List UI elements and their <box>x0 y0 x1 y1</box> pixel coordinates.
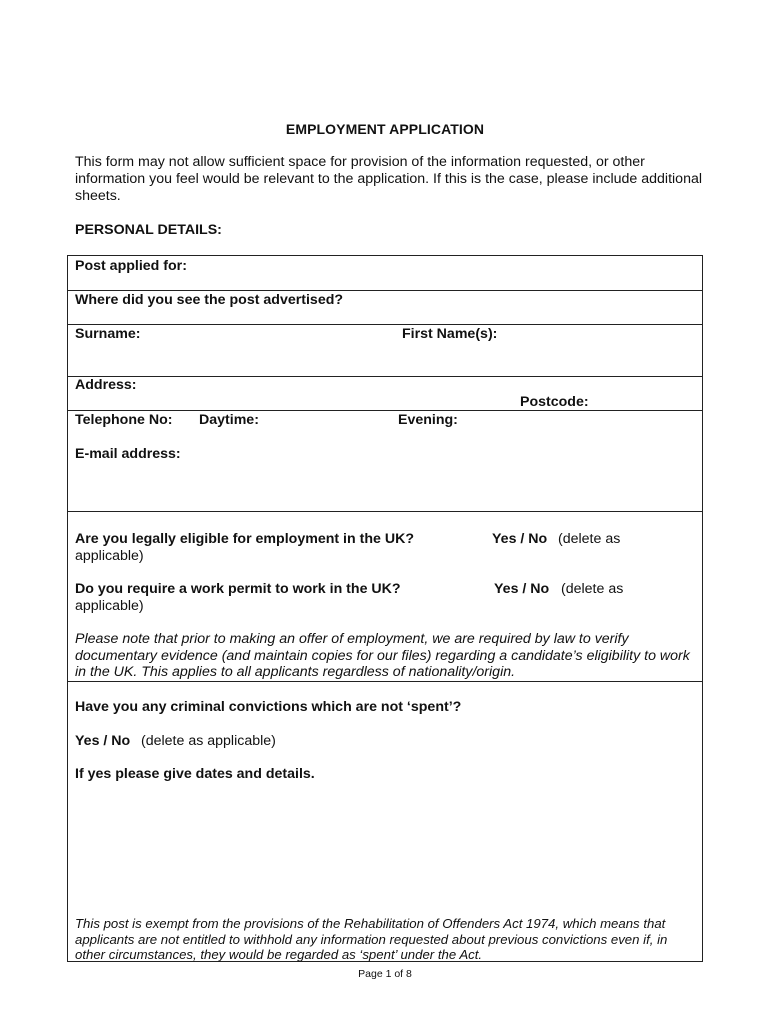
permit-delete-text: (delete as <box>561 581 624 597</box>
eligibility-row <box>68 512 702 682</box>
evening-label: Evening: <box>398 412 458 428</box>
convictions-yes-no[interactable]: Yes / No <box>75 733 131 749</box>
email-label: E-mail address: <box>75 446 181 462</box>
convictions-delete-text: (delete as applicable) <box>141 733 276 749</box>
where-advertised-row[interactable] <box>68 291 702 325</box>
permit-question: Do you require a work permit to work in the UK? <box>75 581 401 597</box>
name-row[interactable] <box>68 325 702 377</box>
address-label: Address: <box>75 377 137 393</box>
convictions-row <box>68 682 702 961</box>
convictions-details-label: If yes please give dates and details. <box>75 766 315 782</box>
eligible-yes-no[interactable]: Yes / No <box>492 531 548 547</box>
eligible-question: Are you legally eligible for employment in the UK? <box>75 531 414 547</box>
page-number: Page 1 of 8 <box>358 968 412 980</box>
daytime-label: Daytime: <box>199 412 259 428</box>
contact-row[interactable] <box>68 411 702 512</box>
personal-details-form <box>67 255 703 962</box>
postcode-label: Postcode: <box>520 394 589 410</box>
telephone-label: Telephone No: <box>75 412 173 428</box>
document-title: EMPLOYMENT APPLICATION <box>285 121 485 137</box>
exempt-note: This post is exempt from the provisions of the Rehabilitation of Offenders Act 1974, which means that applicants are not entitled to withhold any information requested about previous convictions even if, in other circumstances, they would be regarded as ‘spent’ under the Act. <box>75 916 668 962</box>
permit-applicable-text: applicable) <box>75 598 144 614</box>
where-advertised-label: Where did you see the post advertised? <box>75 292 344 308</box>
intro-paragraph: This form may not allow sufficient space for provision of the information requested, or other information you feel would be relevant to the application. If this is the case, please include additional sheets. <box>75 154 703 204</box>
permit-yes-no[interactable]: Yes / No <box>494 581 550 597</box>
convictions-question: Have you any criminal convictions which are not ‘spent’? <box>75 699 462 715</box>
first-names-label: First Name(s): <box>402 326 498 342</box>
post-applied-row[interactable] <box>68 256 702 291</box>
personal-details-heading: PERSONAL DETAILS: <box>75 222 222 238</box>
eligible-delete-text: (delete as <box>558 531 621 547</box>
eligibility-note: Please note that prior to making an offer of employment, we are required by law to verify documentary evidence (and maintain copies for our files) regarding a candidate’s eligibility to work in the UK. This applies to all applicants regardless of nationality/origin. <box>75 631 690 680</box>
eligible-applicable-text: applicable) <box>75 548 144 564</box>
post-applied-label: Post applied for: <box>75 258 187 274</box>
surname-label: Surname: <box>75 326 141 342</box>
address-row[interactable] <box>68 377 702 411</box>
